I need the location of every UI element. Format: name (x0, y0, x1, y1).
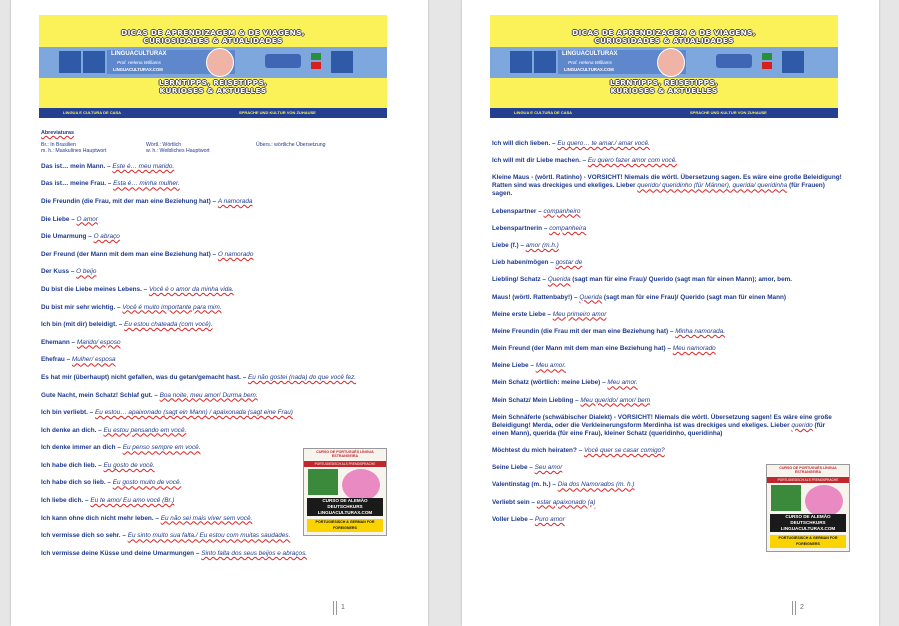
phrase-line (41, 321, 391, 329)
banner-badge-left (510, 51, 532, 73)
portuguese-translation: querido (791, 421, 813, 429)
portuguese-translation: Querida (579, 293, 603, 301)
german-phrase: Ich bin (mit dir) beleidigt. (41, 321, 117, 329)
german-phrase: Du bist die Liebe meines Lebens. (41, 285, 142, 293)
portuguese-translation: Você é muito importante para mim. (122, 303, 222, 311)
portuguese-translation: Meu namorado (672, 345, 716, 353)
portuguese-translation: Esta é… minha mulher. (113, 180, 180, 188)
german-phrase: Das ist… mein Mann. (41, 162, 106, 170)
german-phrase: Maus! (wörtl. Rattenbaby!) (492, 293, 573, 301)
separator: – (69, 268, 77, 276)
phrase-line (492, 242, 842, 250)
german-phrase: Ich vermisse dich so sehr. (41, 532, 121, 540)
phrase-line (41, 198, 391, 206)
separator: – (576, 447, 584, 454)
phrase-line (41, 392, 391, 400)
legend-item: Wörtl.: Wörtlich (146, 142, 182, 148)
portuguese-translation: gostar de (555, 259, 583, 267)
phrase-line (492, 328, 842, 336)
page-number: 1 (341, 604, 345, 611)
separator: – (518, 241, 526, 249)
teacher-avatar (206, 48, 234, 77)
german-phrase: Es hat mir (überhaupt) nicht gefallen, was du getan/gemacht hast. (41, 373, 241, 381)
separator: – (572, 293, 580, 301)
banner-logo-strip (39, 47, 387, 78)
portuguese-translation: Eu estou pensando em você. (103, 426, 187, 434)
german-phrase: Ich will dich lieben. (492, 140, 551, 147)
separator: – (96, 426, 104, 434)
phrase-line (492, 447, 842, 455)
german-phrase: Liebling/ Schatz (492, 276, 541, 284)
separator: – (528, 362, 536, 370)
separator: – (665, 345, 673, 353)
separator: – (240, 373, 249, 381)
german-phrase: Die Liebe (41, 215, 70, 223)
document-page-1 (11, 0, 428, 626)
phrase-line (41, 374, 391, 382)
banner-badge-left-2 (83, 51, 105, 73)
banner-badge-right-2 (331, 51, 353, 73)
phrase-line (41, 163, 391, 171)
abbreviations-title: Abreviaturas (41, 130, 74, 136)
german-phrase: Ich denke immer an dich (41, 444, 116, 452)
portuguese-translation: Você é o amor da minha vida. (148, 285, 234, 293)
phrase-line (41, 268, 391, 276)
portuguese-translation: Marido/ esposo (76, 338, 121, 346)
phrase-line (492, 345, 842, 353)
phrase-line (492, 379, 842, 387)
banner-subtitle: LERNTIPPS, REISETIPPS, KURIOSES & AKTUELLES (158, 78, 268, 96)
phrase-line (41, 409, 391, 417)
german-phrase: Meine erste Liebe (492, 310, 546, 318)
portuguese-translation: Dia dos Namorados (m. h.) (557, 481, 635, 489)
german-phrase: Das ist… meine Frau. (41, 180, 106, 188)
phrase-line (492, 362, 842, 370)
separator: – (580, 157, 588, 165)
separator: – (152, 391, 160, 399)
phrase-line (41, 550, 391, 558)
german-phrase: Voller Liebe (492, 515, 528, 523)
separator: – (550, 481, 558, 489)
separator: – (69, 338, 77, 346)
separator: – (83, 497, 91, 505)
separator: – (105, 479, 113, 487)
german-phrase: Mein Schatz/ Mein Liebling (492, 396, 574, 404)
separator: – (116, 321, 125, 329)
german-phrase: Meine Freundin (die Frau mit der man eine Beziehung hat) (492, 327, 669, 335)
portuguese-translation: Este é… meu marido. (112, 162, 175, 170)
portuguese-translation: Você quer se casar comigo? (583, 447, 665, 454)
german-phrase: Möchtest du mich heiraten? (492, 447, 577, 454)
legend-item: m. h.: Maskulines Hauptwort (41, 148, 107, 155)
separator: – (529, 498, 537, 506)
portuguese-translation: estar apaixonado (a) (536, 498, 596, 506)
header-banner (490, 15, 838, 118)
portuguese-translation: Eu quero fazer amor com você. (587, 157, 678, 165)
portuguese-translation: Meu primeiro amor (552, 310, 607, 318)
separator: – (105, 162, 113, 170)
portuguese-translation: O namorado (217, 250, 254, 258)
portuguese-translation: Minha namorada. (675, 327, 725, 335)
document-page-2 (462, 0, 879, 626)
phrase-line (41, 339, 391, 347)
banner-subtitle: LERNTIPPS, REISETIPPS, KURIOSES & AKTUELLES (609, 78, 719, 96)
portuguese-translation: Boa noite, meu amor! Durma bem. (159, 391, 258, 399)
phrase-line (41, 216, 391, 224)
banner-badge-left-2 (534, 51, 556, 73)
book-cover-image (308, 469, 338, 495)
german-phrase: Lebenspartnerin (492, 224, 543, 232)
german-phrase: Mein Schatz (wörtlich: meine Liebe) (492, 379, 601, 387)
portuguese-translation: Eu não sei mais viver sem você. (160, 514, 253, 522)
page-number: 2 (800, 604, 804, 611)
phrase-line (41, 233, 391, 241)
german-phrase: Mein Schnäferle (schwäbischer Dialekt) - VORSICHT! Niemals die wörtl. Übersetzung sagen! Es wäre eine große Beleidigung! Merda, oder die Verkleinerungsform Merdinha ist was dreckiges und ekeliges. Lieber (492, 413, 832, 429)
german-phrase: Der Freund (der Mann mit dem man eine Beziehung hat) (41, 250, 211, 258)
phrase-line (492, 140, 842, 148)
phrase-note: (sagt man für eine Frau)/ Querido (sagt man für einen Mann); amor, bem. (570, 276, 793, 284)
german-phrase: Die Umarmung (41, 233, 87, 241)
course-advertisement[interactable]: CURSO DE PORTUGUÊS LÍNGUA ESTRANGEIRA PORTUGIESISCH ALS FREMDSPRACHE CURSO DE ALEMÃO DEUTSCHKURS LINGUACULTURAX.COM PORTUGIESISCH & GERMAN FOR FOREIGNERS (303, 448, 387, 536)
german-phrase: Meine Liebe (492, 362, 529, 370)
banner-footer: LINGUA E CULTURA DE CASA SPRACHE UND KULTUR VON ZUHAUSE (490, 108, 838, 118)
german-phrase: Ich vermisse deine Küsse und deine Umarmungen (41, 549, 195, 557)
separator: – (527, 464, 535, 472)
portuguese-translation: Eu gosto de você. (103, 461, 155, 469)
portuguese-translation: Eu penso sempre em você. (122, 444, 201, 452)
separator: – (64, 356, 72, 364)
header-banner (39, 15, 387, 118)
portuguese-translation: Meu querido/ amor/ bem (580, 396, 651, 404)
german-phrase: Gute Nacht, mein Schatz! Schlaf gut. (41, 391, 153, 399)
portuguese-translation: Eu sinto muito sua falta./ Eu estou com muitas saudades. (127, 532, 291, 540)
banner-badge-right (716, 54, 752, 68)
banner-title: DICAS DE APRENDIZAGEM & DE VIAGENS, CURIOSIDADES & ATUALIDADES (572, 28, 756, 46)
german-phrase: Der Kuss (41, 268, 70, 276)
german-phrase: Ich liebe dich. (41, 497, 84, 505)
brand-logo: LINGUACULTURAX Prof. Helena Williams LINGUACULTURAX.COM (107, 50, 235, 74)
separator: – (115, 444, 123, 452)
banner-logo-strip (490, 47, 838, 78)
banner-badge-left (59, 51, 81, 73)
portuguese-translation: Mulher/ esposa (71, 356, 116, 364)
portuguese-translation: O amor (76, 215, 98, 223)
portuguese-translation: Eu estou… apaixonado (sagt ein Mann) / apaixonada (sagt eine Frau) (95, 409, 293, 417)
phrase-line (492, 311, 842, 319)
separator: – (210, 197, 218, 205)
phrase-line (492, 276, 842, 284)
phrase-line (41, 286, 391, 294)
german-phrase: Lebenspartner (492, 207, 537, 215)
separator: – (69, 215, 77, 223)
banner-footer: LINGUA E CULTURA DE CASA SPRACHE UND KULTUR VON ZUHAUSE (39, 108, 387, 118)
flag-brazil-icon (762, 53, 772, 60)
portuguese-translation: Sinto falta dos seus beijos e abraços. (201, 549, 308, 557)
separator: – (210, 250, 218, 258)
teacher-avatar (657, 48, 685, 77)
phrase-line (41, 356, 391, 364)
page-number-marker (792, 601, 796, 615)
separator: – (153, 514, 161, 522)
separator: – (115, 303, 123, 311)
portuguese-translation: Eu gosto muito de você. (112, 479, 182, 487)
separator: – (536, 207, 544, 215)
portuguese-translation: Meu amor. (535, 362, 566, 370)
portuguese-translation: O abraço (93, 233, 120, 241)
legend-item: w. h.: Weibliches Hauptwort (146, 148, 210, 155)
phrase-line (41, 180, 391, 188)
german-phrase: Ehefrau (41, 356, 65, 364)
german-phrase: Ich bin verliebt. (41, 409, 88, 417)
separator: – (106, 180, 114, 188)
phrase-note: (für einen Mann), querida (für eine Frau), kleiner Schatz (queridinho, queridinha) (492, 421, 826, 437)
teacher-cartoon-image (342, 469, 380, 501)
separator: – (120, 532, 128, 540)
separator: – (573, 396, 581, 404)
german-phrase: Liebe (f.) (492, 241, 519, 249)
book-cover-image (771, 485, 801, 511)
course-advertisement[interactable]: CURSO DE PORTUGUÊS LÍNGUA ESTRANGEIRA PORTUGIESISCH ALS FREMDSPRACHE CURSO DE ALEMÃO DEUTSCHKURS LINGUACULTURAX.COM PORTUGIESISCH & GERMAN FOR FOREIGNERS (766, 464, 850, 552)
banner-badge-right (265, 54, 301, 68)
separator: – (87, 409, 95, 417)
phrase-line (41, 251, 391, 259)
separator: – (194, 549, 202, 557)
german-phrase: Mein Freund (der Mann mit dem man eine Beziehung hat) (492, 345, 666, 353)
german-phrase: Ehemann (41, 338, 70, 346)
brand-logo: LINGUACULTURAX Prof. Helena Williams LINGUACULTURAX.COM (558, 50, 686, 74)
separator: – (86, 233, 94, 241)
phrase-line (492, 208, 842, 216)
separator: – (540, 276, 548, 284)
legend-item: Br.: In Brasilien (41, 142, 76, 148)
legend-row (41, 148, 391, 154)
phrase-line (492, 259, 842, 267)
german-phrase: Kleine Maus - (wörtl. Ratinho) - VORSICHT! Niemals die wörtl. Übersetzung sagen. Es wäre eine große Beleidigung! Ratten sind was dreckiges und ekeliges. Lieber (492, 174, 842, 190)
separator: – (141, 285, 149, 293)
separator: – (527, 515, 535, 523)
portuguese-translation: querido/ queridinho (für Männer), querida/ queridinha (637, 182, 788, 190)
phrase-line (41, 427, 391, 435)
phrase-line (492, 174, 842, 198)
abbreviations-legend (41, 142, 391, 155)
flag-germany-icon (311, 62, 321, 69)
phrase-note: (für Frauen) sagen. (492, 182, 825, 198)
german-phrase: Ich kann ohne dich nicht mehr leben. (41, 514, 154, 522)
portuguese-translation: companheiro (543, 207, 581, 215)
portuguese-translation: Meu amor. (607, 379, 638, 387)
portuguese-translation: Eu quero… te amar./ amar você. (557, 140, 650, 147)
portuguese-translation: Eu te amo/ Eu amo você (Br.) (90, 497, 175, 505)
german-phrase: Ich will mit dir Liebe machen. (492, 157, 581, 165)
portuguese-translation: Eu não gostei (nada) do que você fez. (248, 373, 357, 381)
german-phrase: Ich habe dich lieb. (41, 461, 97, 469)
german-phrase: Seine Liebe (492, 464, 528, 472)
german-phrase: Valentinstag (m. h.) (492, 481, 551, 489)
separator: – (550, 140, 558, 147)
portuguese-translation: Eu estou chateada (com você). (124, 321, 213, 329)
flag-germany-icon (762, 62, 772, 69)
german-phrase: Ich habe dich so lieb. (41, 479, 106, 487)
phrase-line (492, 294, 842, 302)
portuguese-translation: Seu amor (534, 464, 563, 472)
portuguese-translation: Puro amor (534, 515, 565, 523)
german-phrase: Du bist mir sehr wichtig. (41, 303, 116, 311)
phrase-line (492, 225, 842, 233)
page-number-marker (333, 601, 337, 615)
separator: – (545, 310, 553, 318)
separator: – (542, 224, 550, 232)
portuguese-translation: companheira (549, 224, 587, 232)
separator: – (96, 461, 104, 469)
phrase-line (492, 414, 842, 438)
teacher-cartoon-image (805, 485, 843, 517)
phrase-note: (sagt man für eine Frau)/ Querido (sagt man für einen Mann) (602, 293, 787, 301)
legend-item: Übers.: wörtliche Übersetzung (256, 142, 326, 148)
phrase-line (492, 157, 842, 165)
phrase-line (41, 304, 391, 312)
portuguese-translation: O beijo (76, 268, 97, 276)
separator: – (600, 379, 608, 387)
portuguese-translation: A namorada (217, 197, 253, 205)
flag-brazil-icon (311, 53, 321, 60)
german-phrase: Die Freundin (die Frau, mit der man eine Beziehung hat) (41, 197, 211, 205)
phrase-line (492, 397, 842, 405)
portuguese-translation: Querida (547, 276, 571, 284)
banner-badge-right-2 (782, 51, 804, 73)
separator: – (668, 327, 676, 335)
german-phrase: Lieb haben/mögen (492, 259, 549, 267)
german-phrase: Verliebt sein (492, 498, 530, 506)
german-phrase: Ich denke an dich. (41, 426, 97, 434)
banner-title: DICAS DE APRENDIZAGEM & DE VIAGENS, CURIOSIDADES & ATUALIDADES (121, 28, 305, 46)
separator: – (548, 259, 556, 267)
portuguese-translation: amor (m.h.) (525, 241, 559, 249)
